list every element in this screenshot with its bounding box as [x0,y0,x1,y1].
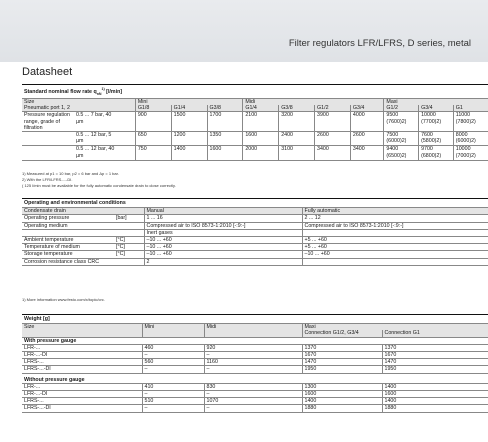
weight-value: 1670 [302,352,382,359]
weight-row [22,366,488,373]
weight-value: 460 [142,344,204,351]
port-label: Pneumatic port 1, 2 [22,105,135,112]
weight-group-maxi: Maxi [302,324,488,331]
maxi-connection-g1: Connection G1 [382,330,488,337]
flow-param-cell [22,132,135,146]
port-cell: G3/4 [419,105,454,112]
weight-value: 1600 [382,391,488,398]
flow-heading: Standard nominal flow rate q [24,88,97,95]
page-header [0,0,488,62]
weight-value: – [204,366,302,373]
weight-row [22,344,488,351]
env-heading-row [22,199,488,208]
flow-value-cell: 9700 (6800)2) [419,146,454,160]
env-automatic: +5 ... +60 [302,244,488,251]
weight-variant: LFRS-...-DI [22,405,142,412]
weight-value: 1400 [382,398,488,405]
flow-value-cell: 3200 [279,112,315,132]
env-unit [114,258,144,265]
section-title: Datasheet [22,66,73,78]
weight-value: 410 [142,383,204,390]
port-cell: G3/8 [279,105,315,112]
flow-value-cell: 1600 [243,132,279,146]
weight-variant: LFR-...-DI [22,352,142,359]
flow-param-label: Pressure regulation range, grade of filtration [24,112,70,131]
weight-value: – [204,405,302,412]
weight-group-midi: Midi [204,324,302,331]
flow-value-cell: 9400 (6500)2) [384,146,419,160]
weight-value: 1880 [382,405,488,412]
weight-value: 1470 [382,359,488,366]
group-midi: Midi [243,99,384,106]
flow-value-cell: 8000 (6000)2) [453,132,488,146]
flow-heading-row [22,85,488,99]
without-gauge-label: Without pressure gauge [22,373,488,383]
weight-variant: LFRS-... [22,398,142,405]
env-row [22,215,488,222]
env-unit: [°C] [114,237,144,244]
env-unit: [°C] [114,244,144,251]
weight-value: 1670 [382,352,488,359]
weight-value: 510 [142,398,204,405]
flow-value-cell: 1200 [171,132,207,146]
env-label: Temperature of medium [22,244,114,251]
condensate-drain-label: Condensate drain [22,208,144,215]
operating-conditions-table [22,198,488,266]
flow-value-cell: 2600 [315,132,351,146]
flow-range: 0.5 ... 12 bar, 40 µm [76,146,115,159]
env-manual: –10 ... +60 [144,251,302,258]
env-manual: 1 ... 16 [144,215,302,222]
env-column-header [22,208,488,215]
flow-value-cell: 2000 [243,146,279,160]
env-heading: Operating and environmental conditions [22,199,488,208]
env-label: Operating medium [22,222,114,229]
flow-value-cell: 900 [135,112,171,132]
env-footnote: 1) More information www.festo.com/x/topic/crc. [22,297,105,302]
weight-variant: LFRS-... [22,359,142,366]
weight-row [22,398,488,405]
flow-value-cell: 2400 [279,132,315,146]
env-row [22,229,488,236]
port-cell: G1 [453,105,488,112]
env-label [22,229,114,236]
port-row [22,105,488,112]
port-cell: G1/4 [243,105,279,112]
weight-sub-row [22,330,488,337]
env-unit [114,222,144,229]
weight-value: 1370 [382,344,488,351]
env-automatic: –10 ... +60 [302,251,488,258]
footnote: 2) With the LFR/LFRS-...-DI. [22,177,73,182]
weight-value: 1070 [204,398,302,405]
flow-value-cell: 4000 [350,112,384,132]
group-maxi: Maxi [384,99,488,106]
flow-value-cell: 3400 [315,146,351,160]
weight-variant: LFR-... [22,344,142,351]
with-gauge-row [22,337,488,344]
env-automatic: Compressed air to ISO 8573-1:2010 [-:9:-] [302,222,488,229]
without-gauge-row [22,373,488,383]
env-manual: Inert gases [144,229,302,236]
flow-value-cell: 7600 (5800)2) [419,132,454,146]
size-row [22,99,488,106]
automatic-label: Fully automatic [302,208,488,215]
with-gauge-label: With pressure gauge [22,337,488,344]
flow-range: 0.5 ... 12 bar, 5 µm [76,132,112,145]
weight-value: – [204,352,302,359]
maxi-connection-g12-g34: Connection G1/2, G3/4 [302,330,382,337]
flow-value-cell: 3400 [350,146,384,160]
weight-value: 1400 [382,383,488,390]
env-manual: –10 ... +60 [144,237,302,244]
weight-row [22,383,488,390]
weight-value: – [142,391,204,398]
env-label: Ambient temperature [22,237,114,244]
env-label: Operating pressure [22,215,114,222]
weight-value: 1370 [302,344,382,351]
flow-value-cell: 1400 [171,146,207,160]
weight-value: 560 [142,359,204,366]
flow-value-cell: 2100 [243,112,279,132]
port-cell: G3/4 [350,105,384,112]
weight-value: – [204,391,302,398]
weight-value: 1160 [204,359,302,366]
weight-value: 1300 [302,383,382,390]
flow-value-cell: 2600 [350,132,384,146]
footnote: ( 125 l/min must be available for the fully automatic condensate drain to close correctly. [22,183,176,188]
flow-heading-sub: nN [96,91,102,96]
flow-value-cell: 1600 [207,146,243,160]
env-row [22,251,488,258]
weight-row [22,405,488,412]
flow-value-cell: 650 [135,132,171,146]
weight-size-row [22,324,488,331]
env-unit [114,229,144,236]
flow-heading-unit: [l/min] [104,88,123,95]
flow-footnotes [22,171,176,189]
weight-value: 1880 [302,405,382,412]
weight-size-label: Size [22,324,142,331]
flow-row [22,112,488,132]
port-cell: G1/8 [135,105,171,112]
flow-value-cell: 1350 [207,132,243,146]
env-row [22,222,488,229]
weight-value: – [142,366,204,373]
flow-range: 0.5 ... 7 bar, 40 µm [76,112,112,125]
weight-value: 1950 [382,366,488,373]
weight-row [22,359,488,366]
flow-heading-sup: 1) [101,87,105,91]
flow-value-cell: 750 [135,146,171,160]
flow-param-cell [22,146,135,160]
flow-row [22,146,488,160]
flow-value-cell: 10000 (7000)2) [453,146,488,160]
env-manual: 2 [144,258,302,265]
env-automatic [302,229,488,236]
env-label: Corrosion resistance class CRC [22,258,114,265]
flow-value-cell: 3900 [315,112,351,132]
weight-variant: LFR-...-DI [22,391,142,398]
weight-value: – [142,405,204,412]
manual-label: Manual [144,208,302,215]
flow-value-cell: 3100 [279,146,315,160]
port-cell: G3/8 [207,105,243,112]
weight-table [22,314,488,413]
flow-param-cell [22,112,135,132]
weight-row [22,391,488,398]
weight-value: 1600 [302,391,382,398]
env-automatic [302,258,488,265]
weight-value: 830 [204,383,302,390]
flow-value-cell: 1700 [207,112,243,132]
env-row [22,258,488,265]
weight-row [22,352,488,359]
env-unit: [°C] [114,251,144,258]
weight-variant: LFR-... [22,383,142,390]
port-cell: G1/2 [315,105,351,112]
group-mini: Mini [135,99,243,106]
flow-value-cell: 9500 (7600)2) [384,112,419,132]
footnote: 1) Measured at p1 = 10 bar, p2 = 6 bar and Δp = 1 bar. [22,171,119,176]
weight-heading-row [22,315,488,324]
env-automatic: +5 ... +60 [302,237,488,244]
env-manual: Compressed air to ISO 8573-1:2010 [-:9:-] [144,222,302,229]
env-row [22,237,488,244]
weight-heading: Weight [g] [22,315,488,324]
flow-value-cell: 11000 (7800)2) [453,112,488,132]
flow-value-cell: 7500 (6000)2) [384,132,419,146]
weight-value: 1950 [302,366,382,373]
flow-value-cell: 1500 [171,112,207,132]
flow-row [22,132,488,146]
env-manual: –10 ... +60 [144,244,302,251]
flow-rate-table [22,84,488,161]
env-label: Storage temperature [22,251,114,258]
env-unit: [bar] [114,215,144,222]
weight-value: – [142,352,204,359]
port-cell: G1/2 [384,105,419,112]
weight-value: 920 [204,344,302,351]
weight-value: 1470 [302,359,382,366]
env-row [22,244,488,251]
flow-value-cell: 10000 (7700)2) [419,112,454,132]
weight-variant: LFRS-...-DI [22,366,142,373]
size-label: Size [22,99,135,106]
weight-group-mini: Mini [142,324,204,331]
page-title: Filter regulators LFR/LFRS, D series, metal [288,38,471,49]
weight-value: 1400 [302,398,382,405]
env-automatic: 2 ... 12 [302,215,488,222]
port-cell: G1/4 [171,105,207,112]
